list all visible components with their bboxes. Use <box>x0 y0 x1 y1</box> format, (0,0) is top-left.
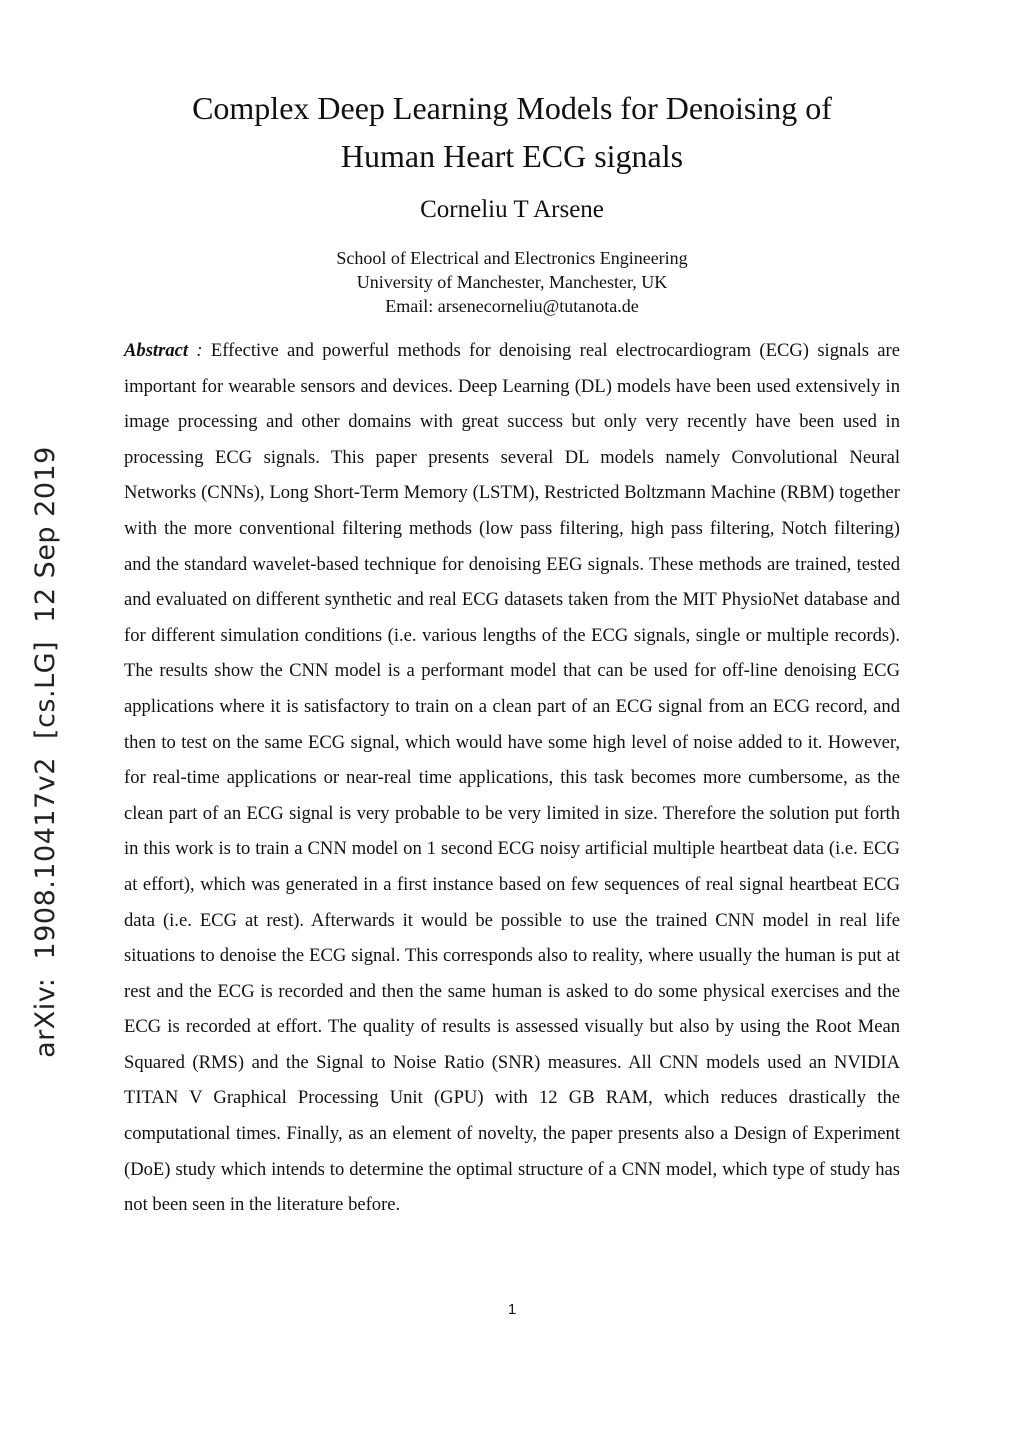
affiliation-school: School of Electrical and Electronics Engineering <box>336 248 688 268</box>
affiliation-university: University of Manchester, Manchester, UK <box>356 272 668 292</box>
page-number: 1 <box>507 1301 517 1318</box>
abstract-text: Effective and powerful methods for denoising real electrocardiogram (ECG) signals are important for wearable sensors and devices. Deep Learning (DL) models have been used extensively in image processing and other domains with great success but only very recently have been used in processing ECG signals. This paper presents several DL models namely Convolutional Neural Networks (CNNs), Long Short-Term Memory (LSTM), Restricted Boltzmann Machine (RBM) together with the more conventional filtering methods (low pass filtering, high pass filtering, Notch filtering) and the standard wavelet-based technique for denoising EEG signals. These methods are trained, tested and evaluated on different synthetic and real ECG datasets taken from the MIT PhysioNet database and for different simulation conditions (i.e. various lengths of the ECG signals, single or multiple records). The results show the CNN model is a performant model that can be used for off-line denoising ECG applications where it is satisfactory to train on a clean part of an ECG signal from an ECG record, and then to test on the same ECG signal, which would have some high level of noise added to it. However, for real-time applications or near-real time applications, this task becomes more cumbersome, as the clean part of an ECG signal is very probable to be very limited in size. Therefore the solution put forth in this work is to train a CNN model on 1 second ECG noisy artificial multiple heartbeat data (i.e. ECG at effort), which was generated in a first instance based on few sequences of real signal heartbeat ECG data (i.e. ECG at rest). Afterwards it would be possible to use the trained CNN model in real life situations to denoise the ECG signal. This corresponds also to reality, where usually the human is put at rest and the ECG is recorded and then the same human is asked to do some physical exercises and the ECG is recorded at effort. The quality of results is assessed visually but also by using the Root Mean Squared (RMS) and the Signal to Noise Ratio (SNR) measures. All CNN models used an NVIDIA TITAN V Graphical Processing Unit (GPU) with 12 GB RAM, which reduces drastically the computational times. Finally, as an element of novelty, the paper presents also a Design of Experiment (DoE) study which intends to determine the optimal structure of a CNN model, which type of study has not been seen in the literature before. <box>124 340 900 1216</box>
affiliation-email: Email: arsenecorneliu@tutanota.de <box>385 296 639 316</box>
affiliation-block <box>0 246 1024 318</box>
author-name: Corneliu T Arsene <box>420 196 604 223</box>
abstract-separator: : <box>188 340 211 361</box>
arxiv-identifier-stamp: arXiv: 1908.10417v2 [cs.LG] 12 Sep 2019 <box>30 446 61 1058</box>
title-line-1: Complex Deep Learning Models for Denoising of <box>192 90 832 126</box>
paper-title <box>0 84 1024 180</box>
title-line-2: Human Heart ECG signals <box>340 138 684 174</box>
abstract <box>124 333 900 1223</box>
abstract-label: Abstract <box>124 340 189 361</box>
